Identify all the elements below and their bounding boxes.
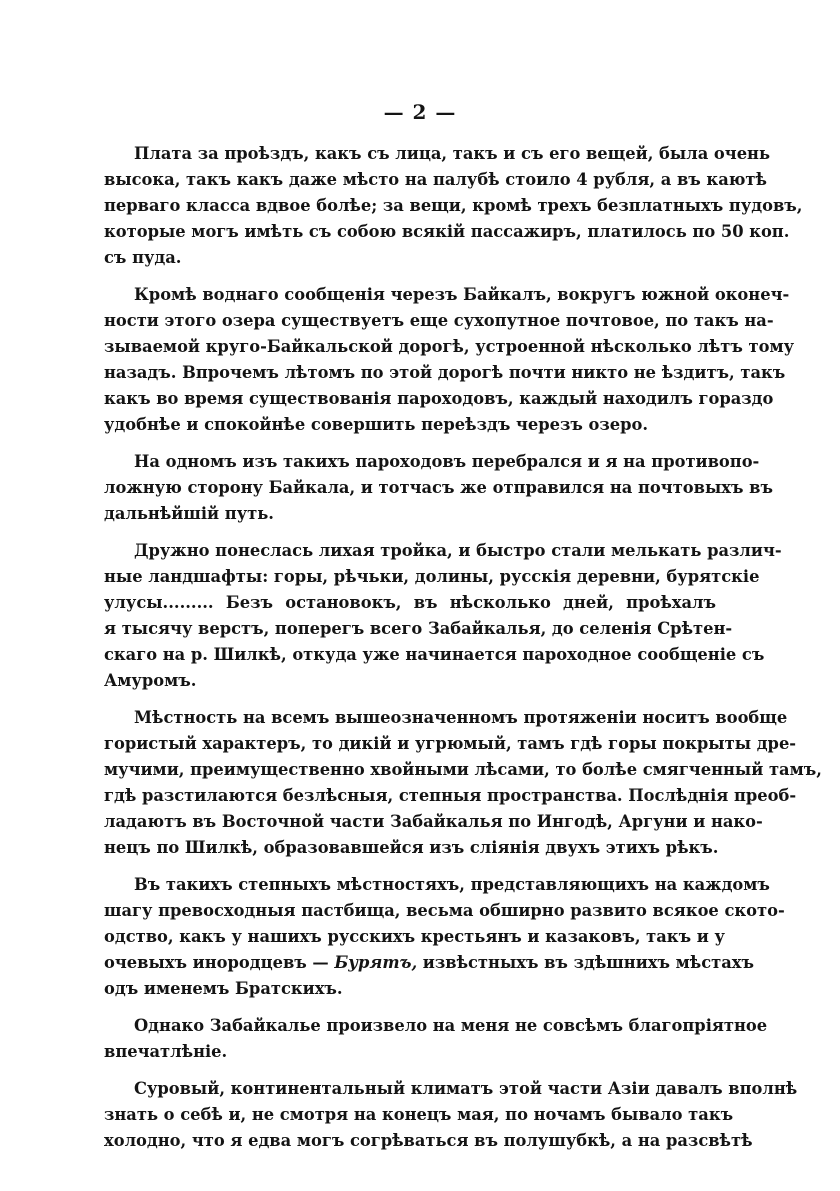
- page-number: — 2 —: [383, 100, 457, 124]
- paragraph: [104, 141, 803, 271]
- paragraph: [104, 538, 782, 694]
- text-line: холодно, что я едва могъ согрѣваться въ полушубкѣ, а на разсвѣтѣ: [104, 1131, 753, 1150]
- text-line: нецъ по Шилкѣ, образовавшейся изъ сліянія двухъ этихъ рѣкъ.: [104, 838, 719, 857]
- paragraph: [104, 282, 795, 438]
- paragraph: [104, 705, 822, 861]
- text-line: улусы......... Безъ остановокъ, въ нѣсколько дней, проѣхалъ: [104, 593, 716, 612]
- text-line: Суровый, континентальный климатъ этой части Азіи давалъ вполнѣ: [134, 1079, 798, 1098]
- italic-word: Бурятъ,: [334, 953, 418, 972]
- text-line: На одномъ изъ такихъ пароходовъ перебрался и я на противопо-: [134, 452, 760, 471]
- text-line: какъ во время существованія пароходовъ, каждый находилъ гораздо: [104, 389, 774, 408]
- text-line: которые могъ имѣть съ собою всякій пассажиръ, платилось по 50 коп.: [104, 222, 790, 241]
- text-line: мучими, преимущественно хвойными лѣсами, то болѣе смягченный тамъ,: [104, 760, 822, 779]
- text-line: шагу превосходныя пастбища, весьма обширно развито всякое ското-: [104, 901, 785, 920]
- text-line: перваго класса вдвое болѣе; за вещи, кромѣ трехъ безплатныхъ пудовъ,: [104, 196, 803, 215]
- text-line: Дружно понеслась лихая тройка, и быстро стали мелькать различ-: [134, 541, 782, 560]
- text-line: ные ландшафты: горы, рѣчьки, долины, русскія деревни, бурятскіе: [104, 567, 760, 586]
- text-line: Въ такихъ степныхъ мѣстностяхъ, представляющихъ на каждомъ: [134, 875, 770, 894]
- text-line: очевыхъ инородцевъ — Бурятъ, извѣстныхъ въ здѣшнихъ мѣстахъ: [104, 953, 754, 972]
- text-line: Мѣстность на всемъ вышеозначенномъ протяженіи носитъ вообще: [134, 708, 788, 727]
- text-line: ладаютъ въ Восточной части Забайкалья по Ингодѣ, Аргуни и нако-: [104, 812, 763, 831]
- text-line: ности этого озера существуетъ еще сухопутное почтовое, по такъ на-: [104, 311, 774, 330]
- text-line: дальнѣйшій путь.: [104, 504, 274, 523]
- text-line: ложную сторону Байкала, и тотчасъ же отправился на почтовыхъ въ: [104, 478, 773, 497]
- paragraph: [104, 872, 785, 1002]
- text-line: одство, какъ у нашихъ русскихъ крестьянъ и казаковъ, такъ и у: [104, 927, 725, 946]
- text-line: гдѣ разстилаются безлѣсныя, степныя пространства. Послѣднія преоб-: [104, 786, 797, 805]
- text-line: зываемой круго-Байкальской дорогѣ, устроенной нѣсколько лѣтъ тому: [104, 337, 795, 356]
- text-line: одъ именемъ Братскихъ.: [104, 979, 343, 998]
- text-line: Однако Забайкалье произвело на меня не совсѣмъ благопріятное: [134, 1016, 768, 1035]
- text-line: знать о себѣ и, не смотря на конецъ мая, по ночамъ бывало такъ: [104, 1105, 734, 1124]
- text-line: я тысячу верстъ, поперегъ всего Забайкалья, до селенія Срѣтен-: [104, 619, 733, 638]
- paragraph: [104, 1013, 768, 1065]
- text-line: высока, такъ какъ даже мѣсто на палубѣ стоило 4 рубля, а въ каютѣ: [104, 170, 767, 189]
- text-line: Кромѣ воднаго сообщенія черезъ Байкалъ, вокругъ южной оконеч-: [134, 285, 790, 304]
- text-line: съ пуда.: [104, 248, 182, 267]
- text-line: скаго на р. Шилкѣ, откуда уже начинается пароходное сообщеніе съ: [104, 645, 765, 664]
- text-line: назадъ. Впрочемъ лѣтомъ по этой дорогѣ почти никто не ѣздитъ, такъ: [104, 363, 786, 382]
- text-line: впечатлѣніе.: [104, 1042, 228, 1061]
- body-text: [104, 141, 822, 1165]
- text-line: Амуромъ.: [104, 671, 197, 690]
- text-line: удобнѣе и спокойнѣе совершить переѣздъ черезъ озеро.: [104, 415, 649, 434]
- paragraph: [104, 449, 773, 527]
- paragraph: [104, 1076, 798, 1154]
- text-line: гористый характеръ, то дикій и угрюмый, тамъ гдѣ горы покрыты дре-: [104, 734, 797, 753]
- text-line: Плата за проѣздъ, какъ съ лица, такъ и съ его вещей, была очень: [134, 144, 771, 163]
